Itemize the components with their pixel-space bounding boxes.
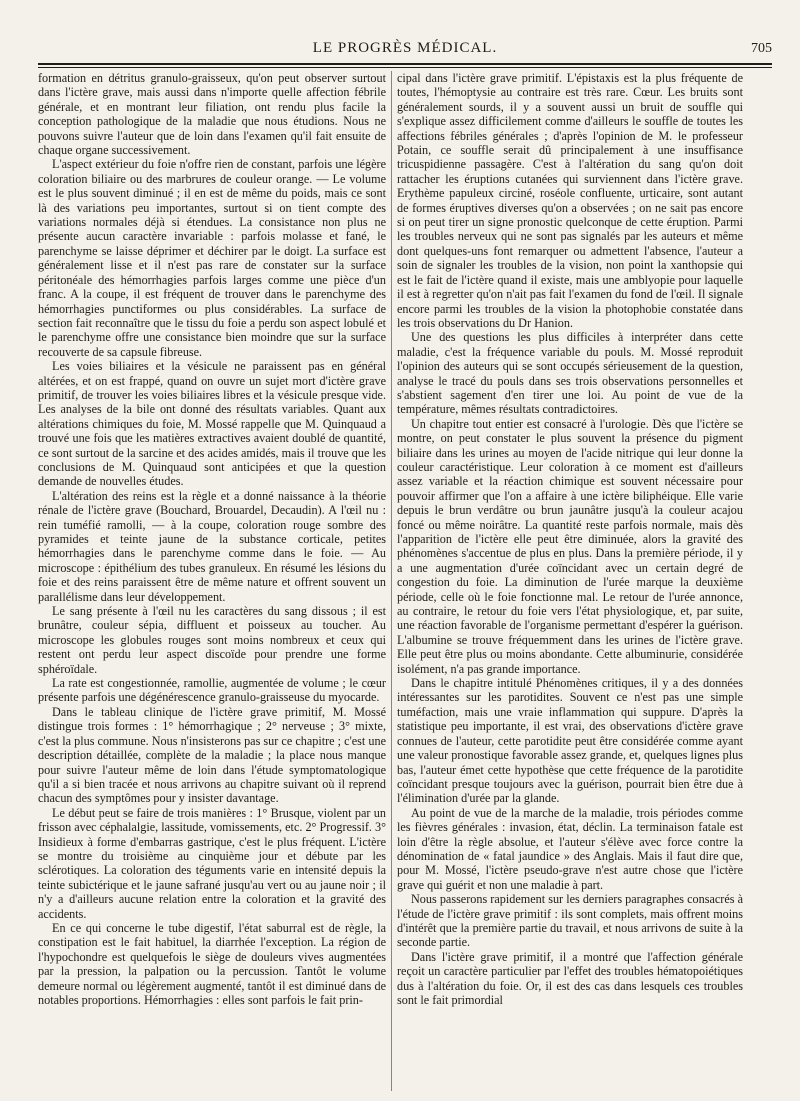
- paragraph: La rate est congestionnée, ramollie, augmentée de volume ; le cœur présente parfois une dégénérescence granulo-graisseuse du myocarde.: [38, 676, 386, 705]
- paragraph: Dans le chapitre intitulé Phénomènes critiques, il y a des données intéressantes sur les parotidites. Souvent ce n'est pas une simple tuméfaction, mais une vraie inflammation qui suppure. D'après la statistique peu importante, il est vrai, des observations d'ictère grave connues de l'auteur, cette parotidite peut être considérée comme ayant une valeur pronostique favorable assez grande, et, quelques lignes plus bas, l'auteur émet cette hypothèse que cette fréquence de la parotidite coïncidant presque toujours avec la guérison, pourrait bien être due à l'élimination d'urée par la glande.: [397, 676, 743, 806]
- right-column: [397, 71, 743, 1091]
- paragraph: Au point de vue de la marche de la maladie, trois périodes comme les fièvres générales : invasion, état, déclin. La terminaison fatale est loin d'être la règle absolue, et l'auteur s'élève avec force contre la dénomination de « fatal jaundice » des Anglais. Mais il faut dire que, pour M. Mossé, l'ictère pseudo-grave n'est autre chose que l'ictère grave qui guérit et non une maladie à part.: [397, 805, 743, 892]
- paragraph: Le début peut se faire de trois manières : 1° Brusque, violent par un frisson avec céphalalgie, lassitude, vomissements, etc. 2° Progressif. 3° Insidieux à forme d'embarras gastrique, c'est le plus fréquent. L'ictère se montre du troisième au cinquième jour et débute par les sclérotiques. La coloration des téguments varie en intensité depuis la teinte subictérique et le jaune safrané jusqu'au vert ou au jaune noir ; il n'y a d'ailleurs aucune relation entre la coloration et la gravité des accidents.: [38, 805, 386, 921]
- paragraph: En ce qui concerne le tube digestif, l'état saburral est de règle, la constipation est le fait habituel, la diarrhée l'exception. La région de l'hypochondre est quelquefois le siège de douleurs vives augmentées par la pression, la palpation ou la percussion. Tantôt le volume demeure normal ou légèrement augmenté, tantôt il est diminué dans de notables proportions. Hémorrhagies : elles sont parfois le fait prin-: [38, 920, 386, 1007]
- paragraph: Une des questions les plus difficiles à interpréter dans cette maladie, c'est la fréquence variable du pouls. M. Mossé reproduit l'opinion des auteurs qui se sont occupés sérieusement de la question, analyse le tracé du pouls dans ses trois observations personnelles et s'abstient sagement d'en tirer une loi. Au point de vue de la température, mêmes résultats contradictoires.: [397, 330, 743, 417]
- paragraph: Un chapitre tout entier est consacré à l'urologie. Dès que l'ictère se montre, on peut constater le plus souvent la présence du pigment biliaire dans les urines au moyen de l'acide nitrique qui leur donne la couleur caractéristique. Leur coloration à ce moment est d'ailleurs assez variable et la réaction chimique est souvent nécessaire pour pouvoir affirmer que l'on a affaire à une ictère biliphéique. Elle varie depuis le brun verdâtre ou brun jaunâtre jusqu'à la couleur acajou foncé ou même noirâtre. La quantité reste parfois normale, mais dès l'apparition de l'ictère elle peut être diminuée, alors la gravité des phénomènes s'accentue de plus en plus. Dans la première période, il y a une augmentation d'urée coïncidant avec un certain degré de congestion du foie. La diminution de l'urée marque la deuxième période, celle où le foie fonctionne mal. Le retour de l'urée annonce, au contraire, le retour du foie vers l'état physiologique, et, par suite, une réaction favorable de l'organisme permettant d'espérer la guérison. L'albumine se trouve fréquemment dans les urines de l'ictère grave. Elle peut être plus ou moins abondante. Cette albuminurie, considérée isolément, n'a pas grande importance.: [397, 416, 743, 676]
- paragraph: Les voies biliaires et la vésicule ne paraissent pas en général altérées, et on est frappé, quand on ouvre un sujet mort d'ictère grave primitif, de trouver les voies biliaires libres et la vésicule presque vide. Les analyses de la bile ont donné des résultats variables. Quant aux altérations chimiques du foie, M. Mossé rappelle que M. Quinquaud a trouvé une fois que les matières extractives avaient doublé de quantité, ce sont surtout de la sarcine et des acides amidés, mais il trouve que les conclusions de M. Quinquaud sont anticipées et que la question demande de nouvelles études.: [38, 359, 386, 489]
- page-header: [38, 40, 772, 62]
- header-rule-thin: [38, 67, 772, 68]
- running-title: LE PROGRÈS MÉDICAL.: [312, 40, 498, 56]
- left-column: [38, 71, 386, 1091]
- paragraph: L'altération des reins est la règle et a donné naissance à la théorie rénale de l'ictère grave (Bouchard, Brouardel, Decaudin). A l'œil nu : rein tuméfié ramolli, — à la coupe, coloration rouge sombre des pyramides et teinte jaune de la substance corticale, petites hémorrhagies dans le parenchyme comme dans le foie. — Au microscope : épithélium des tubes granuleux. En résumé les lésions du foie et des reins paraissent être de même nature et offrent souvent un parallélisme dans leur développement.: [38, 488, 386, 604]
- paragraph: formation en détritus granulo-graisseux, qu'on peut observer surtout dans l'ictère grave, mais aussi dans n'importe quelle affection fébrile générale, et en montrant leur filiation, ont rendu plus facile la conception pathologique de la maladie que nous étudions. Nous ne pouvons suivre l'auteur que de loin dans l'examen qu'il fait ensuite de chaque organe successivement.: [38, 71, 386, 158]
- paragraph: Le sang présente à l'œil nu les caractères du sang dissous ; il est brunâtre, couleur sépia, diffluent et poisseux au toucher. Au microscope les globules rouges sont moins nombreux et ceux qui restent ont perdu leur aspect discoïde pour prendre une forme sphéroïdale.: [38, 604, 386, 676]
- paragraph: L'aspect extérieur du foie n'offre rien de constant, parfois une légère coloration biliaire ou des marbrures de couleur orange. — Le volume est le plus souvent diminué ; il en est de même du poids, mais ce sont là des variations peu importantes, surtout si on tient compte des variations normales déjà si étendues. La consistance non plus ne présente aucun caractère invariable : parfois molasse et fané, le parenchyme se laisse déprimer et déchirer par le doigt. La surface est généralement lisse et il n'est pas rare de constater sur la surface péritonéale des hémorrhagies parfois larges comme une pièce d'un franc. A la coupe, il est fréquent de trouver dans le parenchyme des hémorrhagies punctiformes ou plus considérables. La surface de section fait reconnaître que le tissu du foie a perdu son aspect lobulé et le parenchyme offre une consistance bien moindre que sur la surface recouverte de sa capsule fibreuse.: [38, 157, 386, 359]
- paragraph: Dans l'ictère grave primitif, il a montré que l'affection générale reçoit un caractère particulier par l'effet des troubles hématopoiétiques dus à l'altération du foie. Or, il est des cas dans lesquels ces troubles sont le fait primordial: [397, 949, 743, 1007]
- paragraph: Dans le tableau clinique de l'ictère grave primitif, M. Mossé distingue trois formes : 1° hémorrhagique ; 2° nerveuse ; 3° mixte, c'est la plus commune. Nous n'insisterons pas sur ce chapitre ; c'est une description détaillée, complète de la maladie ; la place nous manque pour suivre l'auteur même de loin dans l'étude symptomatologique qu'il a si bien tracée et nous arrivons au chapitre suivant où il reprend chacun des symptômes pour y insister davantage.: [38, 704, 386, 806]
- column-separator: [391, 71, 392, 1091]
- paragraph: Nous passerons rapidement sur les derniers paragraphes consacrés à l'étude de l'ictère grave primitif : ils sont complets, mais offrent moins d'intérêt que la première partie du travail, et nous arrivons de suite à la seconde partie.: [397, 892, 743, 950]
- header-rule-thick: [38, 63, 772, 65]
- page-number: 705: [751, 41, 772, 56]
- paragraph: cipal dans l'ictère grave primitif. L'épistaxis est la plus fréquente de toutes, l'hémoptysie au contraire est très rare. Cœur. Les bruits sont généralement sourds, il y a souvent aussi un bruit de souffle qui s'explique assez difficilement comme d'ailleurs le souffle de toutes les affections fébriles générales ; d'après l'opinion de M. le professeur Potain, ce souffle serait dû principalement à une insuffisance tricuspidienne passagère. C'est à l'altération du sang qu'on doit rattacher les éruptions cutanées qui surviennent dans l'ictère grave. Erythème papuleux circiné, roséole confluente, urticaire, sont autant de formes éruptives diverses qu'on a observées ; on ne sait pas encore si on peut tirer un signe pronostic quelconque de cette éruption. Parmi les troubles nerveux qui ne sont pas signalés par les auteurs et même dont quelques-uns font remarquer ou admettent l'absence, l'auteur a soin de signaler les troubles de la vision, non point la xanthopsie qui est le fait de l'ictère quand il existe, mais une amblyopie pour laquelle il est à regretter qu'on n'ait pas fait l'examen du fond de l'œil. Il signale encore parmi les troubles de la vision la photophobie constatée dans les trois observations du Dr Hanion.: [397, 71, 743, 330]
